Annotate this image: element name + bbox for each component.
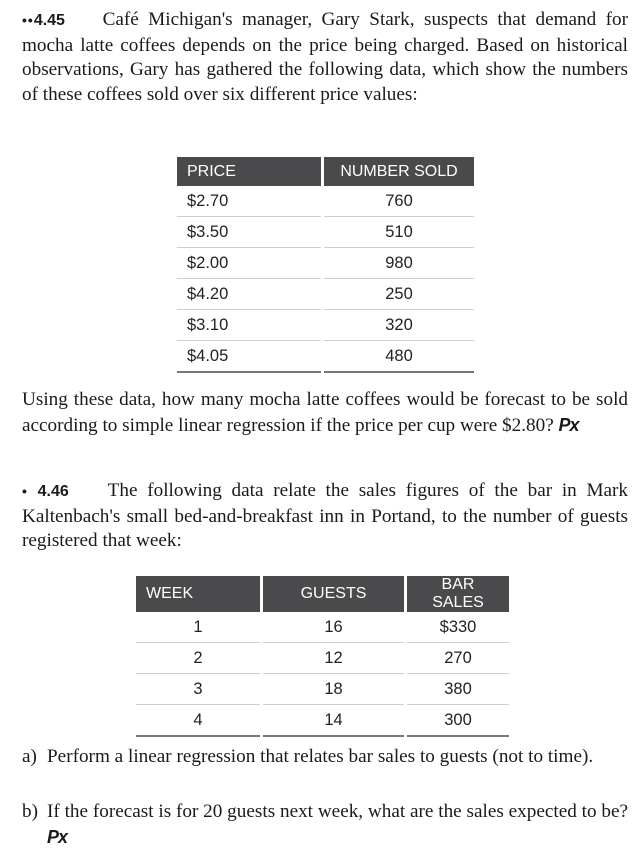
week-cell: 4: [136, 705, 262, 737]
column-header-week: WEEK: [136, 576, 262, 612]
guests-cell: 12: [262, 643, 406, 674]
bar-sales-cell: 300: [406, 705, 510, 737]
part-b-marker: b): [22, 801, 38, 822]
table-row: [136, 643, 509, 674]
column-header-number-sold: NUMBER SOLD: [323, 157, 475, 186]
table-row: [177, 186, 474, 217]
table-header-row: [136, 576, 509, 612]
price-cell: $3.10: [177, 310, 323, 341]
guests-cell: 18: [262, 674, 406, 705]
week-cell: 3: [136, 674, 262, 705]
problem-number: 4.46: [37, 483, 69, 500]
problem-4-46-statement: [22, 479, 628, 554]
part-b: [22, 800, 628, 850]
price-cell: $4.20: [177, 279, 323, 310]
number-sold-cell: 250: [323, 279, 475, 310]
problem-number: 4.45: [33, 12, 65, 29]
bar-sales-cell: $330: [406, 612, 510, 643]
column-header-price: PRICE: [177, 157, 323, 186]
px-badge-icon: Px: [558, 414, 579, 435]
table-row: [177, 279, 474, 310]
part-a: [22, 745, 628, 770]
part-b-text-wrap: [47, 800, 628, 850]
price-number-sold-table: [177, 157, 474, 373]
difficulty-dots: ••: [22, 12, 34, 28]
part-a-text: Perform a linear regression that relates bar sales to guests (not to time).: [47, 746, 594, 767]
table-row: [177, 217, 474, 248]
price-cell: $3.50: [177, 217, 323, 248]
table-row: [177, 310, 474, 341]
part-a-marker: a): [22, 746, 37, 767]
guests-cell: 16: [262, 612, 406, 643]
table-row: [136, 705, 509, 737]
number-sold-cell: 480: [323, 341, 475, 373]
guests-cell: 14: [262, 705, 406, 737]
number-sold-cell: 510: [323, 217, 475, 248]
table-row: [177, 341, 474, 373]
number-sold-cell: 980: [323, 248, 475, 279]
week-guests-bar-sales-table: [136, 576, 509, 737]
number-sold-cell: 760: [323, 186, 475, 217]
number-sold-cell: 320: [323, 310, 475, 341]
table-row: [136, 612, 509, 643]
bar-sales-cell: 270: [406, 643, 510, 674]
part-b-text: If the forecast is for 20 guests next week, what are the sales expected to be?: [47, 801, 628, 822]
column-header-bar-sales: BAR SALES: [406, 576, 510, 612]
table-header-row: [177, 157, 474, 186]
table-row: [136, 674, 509, 705]
question-text: Using these data, how many mocha latte coffees would be forecast to be sold according to simple linear regression if the price per cup were $2.80?: [22, 389, 628, 436]
problem-text: Café Michigan's manager, Gary Stark, suspects that demand for mocha latte coffees depends on the price being charged. Based on historical observations, Gary has gathered the following data, which show the numbers of these coffees sold over six different price values:: [22, 9, 629, 105]
price-cell: $2.00: [177, 248, 323, 279]
table-row: [177, 248, 474, 279]
week-cell: 2: [136, 643, 262, 674]
week-cell: 1: [136, 612, 262, 643]
price-cell: $4.05: [177, 341, 323, 373]
bar-sales-cell: 380: [406, 674, 510, 705]
problem-text: The following data relate the sales figures of the bar in Mark Kaltenbach's small bed-and-breakfast inn in Portand, to the number of guests registered that week:: [22, 480, 629, 551]
problem-4-45-statement: [22, 8, 628, 107]
column-header-guests: GUESTS: [262, 576, 406, 612]
difficulty-dots: •: [22, 483, 28, 499]
px-badge-icon: Px: [47, 826, 68, 847]
price-cell: $2.70: [177, 186, 323, 217]
problem-4-45-question: [22, 388, 628, 438]
